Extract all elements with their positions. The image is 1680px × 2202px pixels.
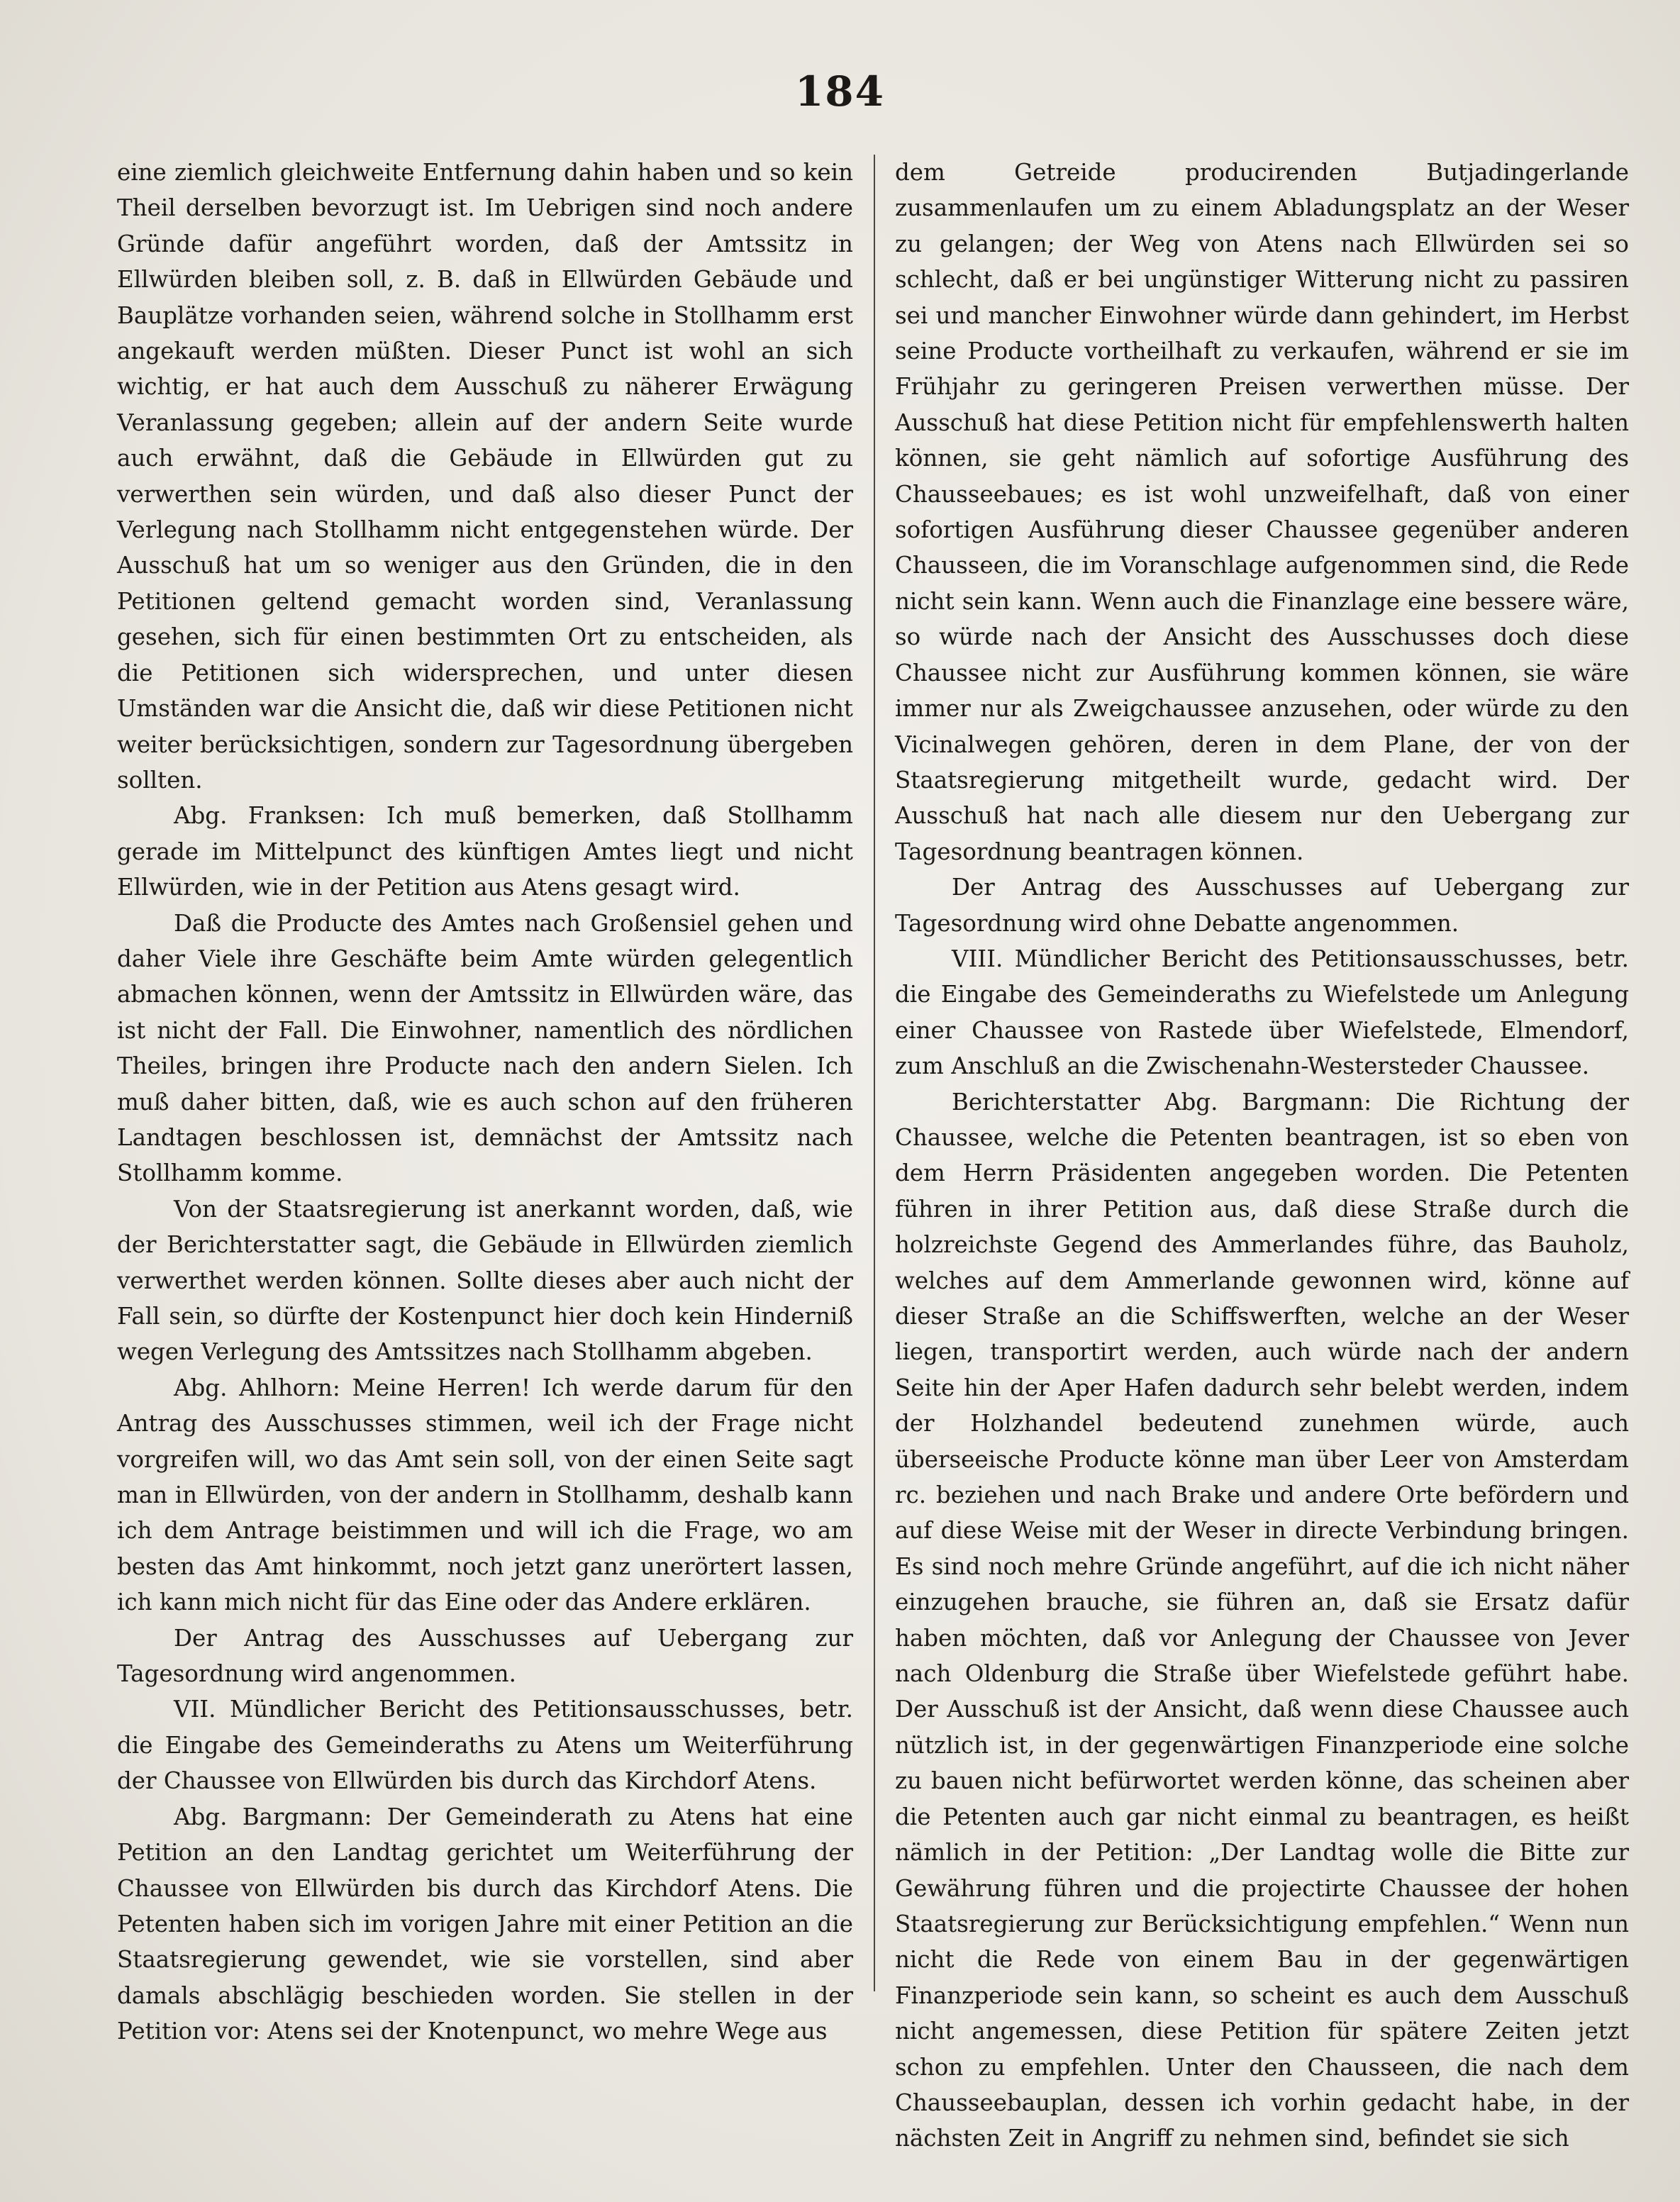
page-number: 184 bbox=[794, 67, 886, 116]
paragraph: eine ziemlich gleichweite Entfernung dahin haben und so kein Theil derselben bevorzugt ist. Im Uebrigen sind noch andere Gründe dafür angeführt worden, daß der Amtssitz in Ellwürden bleiben soll, z. B. daß in Ellwürden Gebäude und Bauplätze vorhanden seien, während solche in Stollhamm erst angekauft werden müßten. Dieser Punct ist wohl an sich wichtig, er hat auch dem Ausschuß zu näherer Erwägung Veranlassung gegeben; allein auf der andern Seite wurde auch erwähnt, daß die Gebäude in Ellwürden gut zu verwerthen sein würden, und daß also dieser Punct der Verlegung nach Stollhamm nicht entgegenstehen würde. Der Ausschuß hat um so weniger aus den Gründen, die in den Petitionen geltend gemacht worden sind, Veranlassung gesehen, sich für einen bestimmten Ort zu entscheiden, als die Petitionen sich widersprechen, und unter diesen Umständen war die Ansicht die, daß wir diese Petitionen nicht weiter berücksichtigen, sondern zur Tagesordnung übergeben sollten. bbox=[117, 159, 853, 794]
speech-ahlhorn: Abg. Ahlhorn: Meine Herren! Ich werde darum für den Antrag des Ausschusses stimmen, weil ich der Frage nicht vorgreifen will, wo das Amt sein soll, von der einen Seite sagt man in Ellwürden, von der andern in Stollhamm, deshalb kann ich dem Antrage beistimmen und will ich die Frage, wo am besten das Amt hinkommt, noch jetzt ganz unerörtert lassen, ich kann mich nicht für das Eine oder das Andere erklären. bbox=[117, 1374, 853, 1616]
section-heading-vii: VII. Mündlicher Bericht des Petitionsausschusses, betr. die Eingabe des Gemeinderaths zu Atens um Weiterführung der Chaussee von Ellwürden bis durch das Kirchdorf Atens. bbox=[117, 1696, 853, 1795]
resolution: Der Antrag des Ausschusses auf Uebergang zur Tagesordnung wird ohne Debatte angenommen. bbox=[895, 874, 1629, 937]
speech-bargmann-report: Berichterstatter Abg. Bargmann: Die Richtung der Chaussee, welche die Petenten beantragen, ist so eben von dem Herrn Präsidenten angegeben worden. Die Petenten führen in ihrer Petition aus, daß diese Straße durch die holzreichste Gegend des Ammerlandes führe, das Bauholz, welches auf dem Ammerlande gewonnen wird, könne auf dieser Straße an die Schiffswerften, welche an der Weser liegen, transportirt werden, auch würde nach der andern Seite hin der Aper Hafen dadurch sehr belebt werden, indem der Holzhandel bedeutend zunehmen würde, auch überseeische Producte könne man über Leer von Amsterdam rc. beziehen und nach Brake und andere Orte befördern und auf diese Weise mit der Weser in directe Verbindung bringen. Es sind noch mehre Gründe angeführt, auf die ich nicht näher einzugehen brauche, sie führen an, daß sie Ersatz dafür haben möchten, daß vor Anlegung der Chaussee von Jever nach Oldenburg die Straße über Wiefelstede geführt habe. Der Ausschuß ist der Ansicht, daß wenn diese Chaussee auch nützlich ist, in der gegenwärtigen Finanzperiode eine solche zu bauen nicht befürwortet werden könne, das scheinen aber die Petenten auch gar nicht einmal zu beantragen, es heißt nämlich in der Petition: „Der Landtag wolle die Bitte zur Gewährung führen und die projectirte Chaussee der hohen Staatsregierung zur Berücksichtigung empfehlen.“ Wenn nun nicht die Rede von einem Bau in der gegenwärtigen Finanzperiode sein kann, so scheint es auch dem Ausschuß nicht angemessen, diese Petition für spätere Zeiten jetzt schon zu empfehlen. Unter den Chausseen, die nach dem Chausseebauplan, dessen ich vorhin gedacht habe, in der nächsten Zeit in Angriff zu nehmen sind, befindet sie sich bbox=[895, 1088, 1629, 2152]
paragraph: Daß die Producte des Amtes nach Großensiel gehen und daher Viele ihre Geschäfte beim Amte würden gelegentlich abmachen können, wenn der Amtssitz in Ellwürden wäre, das ist nicht der Fall. Die Einwohner, namentlich des nördlichen Theiles, bringen ihre Producte nach den andern Sielen. Ich muß daher bitten, daß, wie es auch schon auf den früheren Landtagen beschlossen ist, demnächst der Amtssitz nach Stollhamm komme. bbox=[117, 909, 853, 1187]
resolution: Der Antrag des Ausschusses auf Uebergang zur Tagesordnung wird angenommen. bbox=[117, 1624, 853, 1688]
left-column bbox=[117, 155, 853, 2050]
speech-bargmann: Abg. Bargmann: Der Gemeinderath zu Atens hat eine Petition an den Landtag gerichtet um Weiterführung der Chaussee von Ellwürden bis durch das Kirchdorf Atens. Die Petenten haben sich im vorigen Jahre mit einer Petition an die Staatsregierung gewendet, wie sie vorstellen, sind aber damals abschlägig beschieden worden. Sie stellen in der Petition vor: Atens sei der Knotenpunct, wo mehre Wege aus bbox=[117, 1803, 853, 2045]
right-column bbox=[895, 155, 1629, 2157]
paragraph: Von der Staatsregierung ist anerkannt worden, daß, wie der Berichterstatter sagt, die Gebäude in Ellwürden ziemlich verwerthet werden können. Sollte dieses aber auch nicht der Fall sein, so dürfte der Kostenpunct hier doch kein Hinderniß wegen Verlegung des Amtssitzes nach Stollhamm abgeben. bbox=[117, 1195, 853, 1366]
paragraph: dem Getreide producirenden Butjadingerlande zusammenlaufen um zu einem Abladungsplatz an der Weser zu gelangen; der Weg von Atens nach Ellwürden sei so schlecht, daß er bei ungünstiger Witterung nicht zu passiren sei und mancher Einwohner würde dann gehindert, im Herbst seine Producte vortheilhaft zu verkaufen, während er sie im Frühjahr zu geringeren Preisen verwerthen müsse. Der Ausschuß hat diese Petition nicht für empfehlenswerth halten können, sie geht nämlich auf sofortige Ausführung des Chausseebaues; es ist wohl unzweifelhaft, daß von einer sofortigen Ausführung dieser Chaussee gegenüber anderen Chausseen, die im Voranschlage aufgenommen sind, die Rede nicht sein kann. Wenn auch die Finanzlage eine bessere wäre, so würde nach der Ansicht des Ausschusses doch diese Chaussee nicht zur Ausführung kommen können, sie wäre immer nur als Zweigchaussee anzusehen, oder würde zu den Vicinalwegen gehören, deren in dem Plane, der von der Staatsregierung mitgetheilt wurde, gedacht wird. Der Ausschuß hat nach alle diesem nur den Uebergang zur Tagesordnung beantragen können. bbox=[895, 159, 1629, 865]
section-heading-viii: VIII. Mündlicher Bericht des Petitionsausschusses, betr. die Eingabe des Gemeinderaths zu Wiefelstede um Anlegung einer Chaussee von Rastede über Wiefelstede, Elmendorf, zum Anschluß an die Zwischenahn-Westersteder Chaussee. bbox=[895, 945, 1629, 1080]
column-divider bbox=[874, 155, 875, 1991]
speech-franksen: Abg. Franksen: Ich muß bemerken, daß Stollhamm gerade im Mittelpunct des künftigen Amtes liegt und nicht Ellwürden, wie in der Petition aus Atens gesagt wird. bbox=[117, 802, 853, 901]
